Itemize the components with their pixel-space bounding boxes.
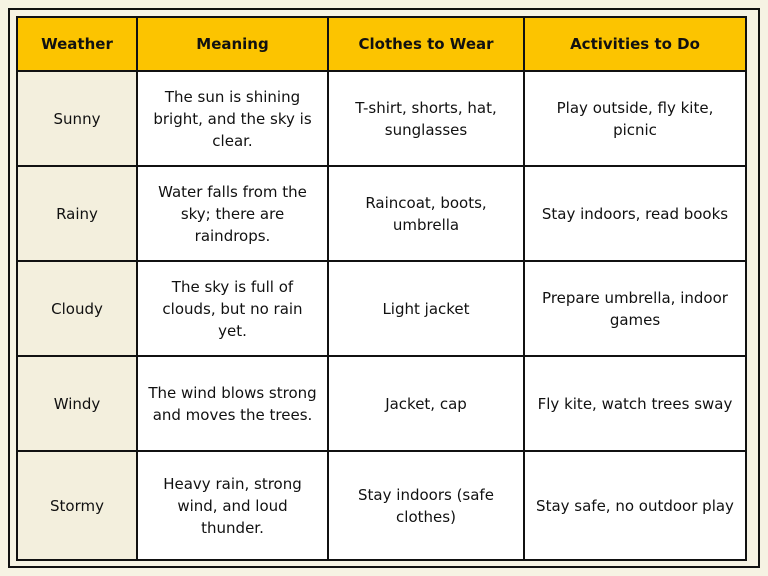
clothes-cell: Stay indoors (safe clothes) [328, 451, 524, 560]
meaning-cell: The sun is shining bright, and the sky is clear. [137, 71, 328, 166]
meaning-cell: The wind blows strong and moves the trees. [137, 356, 328, 451]
meaning-cell: Heavy rain, strong wind, and loud thunder. [137, 451, 328, 560]
weather-cell: Sunny [17, 71, 137, 166]
table-row [17, 451, 746, 560]
activities-cell: Prepare umbrella, indoor games [524, 261, 746, 356]
clothes-cell: T-shirt, shorts, hat, sunglasses [328, 71, 524, 166]
clothes-cell: Jacket, cap [328, 356, 524, 451]
meaning-cell: The sky is full of clouds, but no rain yet. [137, 261, 328, 356]
header-clothes: Clothes to Wear [328, 17, 524, 71]
header-meaning: Meaning [137, 17, 328, 71]
meaning-cell: Water falls from the sky; there are raindrops. [137, 166, 328, 261]
table-row [17, 356, 746, 451]
weather-table [16, 16, 747, 561]
weather-cell: Windy [17, 356, 137, 451]
table-row [17, 71, 746, 166]
table-row [17, 261, 746, 356]
table-header [17, 17, 746, 71]
weather-cell: Cloudy [17, 261, 137, 356]
activities-cell: Play outside, fly kite, picnic [524, 71, 746, 166]
table-row [17, 166, 746, 261]
clothes-cell: Raincoat, boots, umbrella [328, 166, 524, 261]
activities-cell: Stay safe, no outdoor play [524, 451, 746, 560]
weather-cell: Stormy [17, 451, 137, 560]
activities-cell: Fly kite, watch trees sway [524, 356, 746, 451]
header-activities: Activities to Do [524, 17, 746, 71]
activities-cell: Stay indoors, read books [524, 166, 746, 261]
header-row [17, 17, 746, 71]
weather-cell: Rainy [17, 166, 137, 261]
clothes-cell: Light jacket [328, 261, 524, 356]
header-weather: Weather [17, 17, 137, 71]
table-body [17, 71, 746, 560]
